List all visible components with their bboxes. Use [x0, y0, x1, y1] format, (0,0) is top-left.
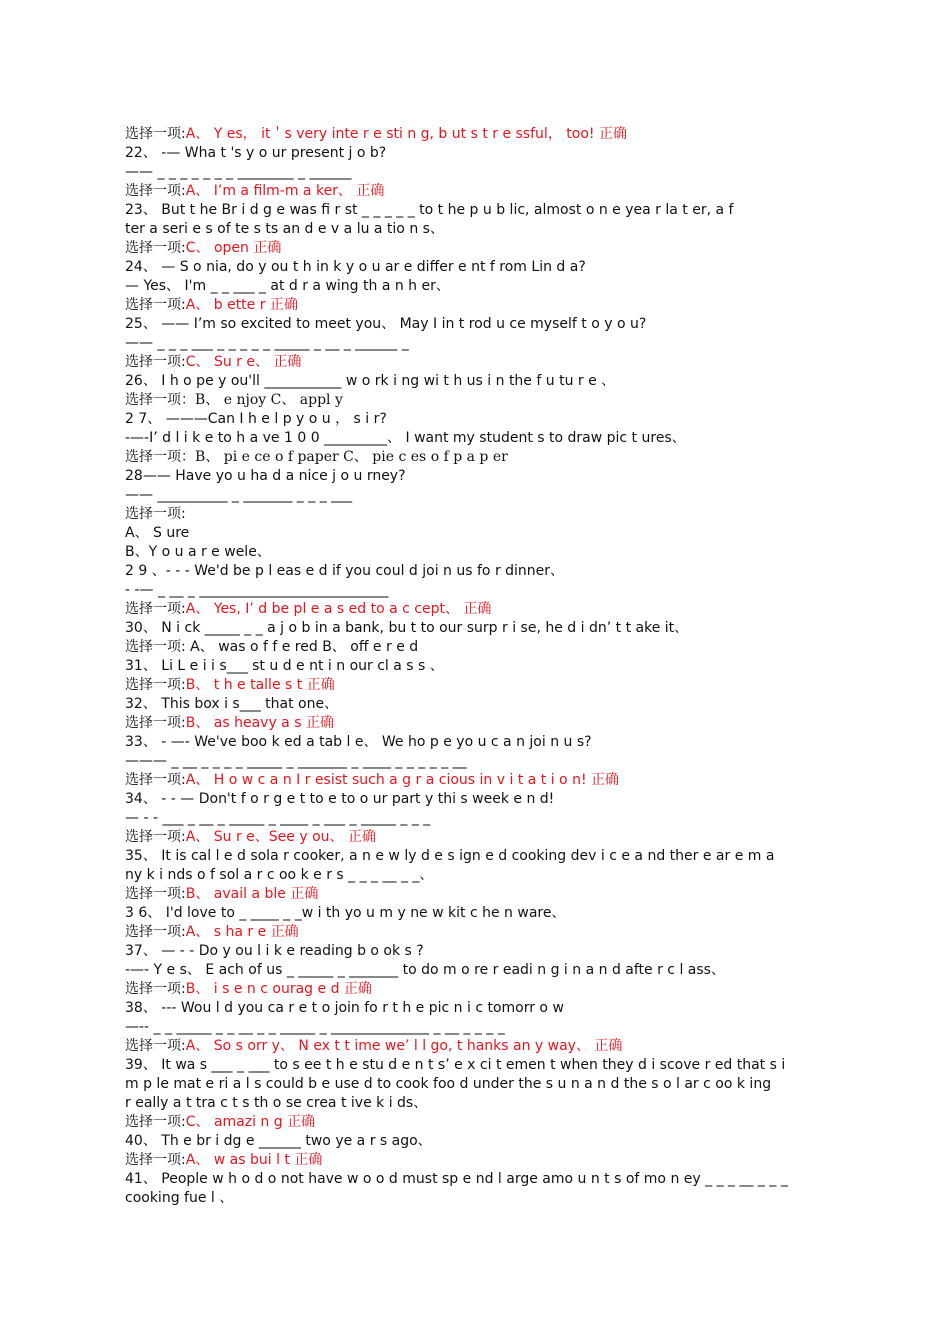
text-line: [125, 372, 885, 391]
line-text: r eally a t tra c t s th o se crea t ive k i ds、: [125, 1095, 428, 1111]
answer-text: B、 as heavy a s 正确: [185, 715, 334, 731]
text-line: [125, 1037, 885, 1056]
line-text: 30、 N i ck _____ _ _ a j o b in a bank, bu t to our surp r i se, he d i dn’ t t ake it、: [125, 620, 689, 636]
text-line: [125, 581, 885, 600]
line-text: 40、 Th e br i dg e ______ two ye a r s ago、: [125, 1133, 432, 1149]
text-line: [125, 277, 885, 296]
text-line: [125, 714, 885, 733]
text-line: [125, 220, 885, 239]
line-text: 24、 — S o nia, do y ou t h in k y o u ar e differ e nt f rom Lin d a?: [125, 259, 586, 275]
line-text: ——— _ __ _ _ _ _ _____ _ _______ _ ____ _ _ _ _ _ __: [125, 753, 467, 769]
line-text: 选择一项:: [125, 183, 186, 199]
quiz-document: [125, 125, 885, 1208]
answer-text: B、 t h e talle s t 正确: [185, 677, 335, 693]
line-text: —— _ _ _ _ _ _ _ ________ _ ______: [125, 164, 352, 180]
answer-text: C、 amazi n g 正确: [185, 1114, 316, 1130]
line-text: 选择一项:: [125, 772, 186, 788]
line-text: 选择一项:: [125, 1152, 186, 1168]
line-text: -—- Y e s、 E ach of us _ _____ _ _______ to do m o re r eadi n g i n a n d afte r c l ass、: [125, 962, 725, 978]
answer-text: A、 I’m a film-m a ker、 正确: [185, 183, 385, 199]
text-line: [125, 771, 885, 790]
line-text: —-- _ _ _____ _ _ __ _ _ _____ _ ______________ _ __ _ _ _ _: [125, 1019, 505, 1035]
text-line: [125, 182, 885, 201]
text-line: [125, 163, 885, 182]
line-text: 33、 - —- We've boo k ed a tab l e、 We ho p e yo u c a n joi n u s?: [125, 734, 592, 750]
text-line: [125, 676, 885, 695]
text-line: [125, 904, 885, 923]
text-line: [125, 562, 885, 581]
text-line: [125, 1018, 885, 1037]
answer-text: B、 avail a ble 正确: [185, 886, 319, 902]
answer-text: C、 Su r e、 正确: [185, 354, 302, 370]
line-text: — - - ___ _ __ _ _____ _ ____ _ ___ _ _____ _ _ _: [125, 810, 431, 826]
line-text: 选择一项:: [125, 924, 186, 940]
text-line: [125, 543, 885, 562]
text-line: [125, 353, 885, 372]
text-line: [125, 1094, 885, 1113]
text-line: [125, 201, 885, 220]
answer-text: A、 s ha r e 正确: [185, 924, 299, 940]
answer-text: A、 So s orr y、 N ex t t ime we’ l l go, t hanks an y way、 正确: [185, 1038, 623, 1054]
text-line: [125, 144, 885, 163]
line-text: 选择一项:: [125, 601, 186, 617]
line-text: 38、 --- Wou l d you ca r e t o join fo r t h e pic n i c tomorr o w: [125, 1000, 564, 1016]
line-text: 选择一项:: [125, 506, 186, 522]
text-line: [125, 942, 885, 961]
line-text: 选择一项:: [125, 1038, 186, 1054]
line-text: 选择一项:: [125, 126, 186, 142]
text-line: [125, 885, 885, 904]
line-text: ny k i nds o f sol a r c oo k e r s _ _ _ __ _ _、: [125, 867, 434, 883]
text-line: [125, 125, 885, 144]
line-text: 3 6、 I'd love to _ ____ _ _w i th yo u m y ne w kit c he n ware、: [125, 905, 566, 921]
answer-text: A、 H o w c a n I r esist such a g r a cious in v i t a t i o n! 正确: [185, 772, 620, 788]
answer-text: A、 Yes, I’ d be pl e a s ed to a c cept、 正确: [185, 601, 492, 617]
text-line: [125, 410, 885, 429]
text-line: [125, 657, 885, 676]
text-line: [125, 391, 885, 410]
line-text: 32、 This box i s___ that one、: [125, 696, 339, 712]
line-text: cooking fue l 、: [125, 1190, 234, 1206]
text-line: [125, 1056, 885, 1075]
line-text: 选择一项:: [125, 297, 186, 313]
text-line: [125, 733, 885, 752]
text-line: [125, 847, 885, 866]
text-line: [125, 828, 885, 847]
text-line: [125, 600, 885, 619]
text-line: [125, 1075, 885, 1094]
text-line: [125, 619, 885, 638]
line-text: 39、 It wa s ___ _ ___ to s ee t h e stu d e n t s’ e x ci t emen t when they d i scove r ed that s i: [125, 1057, 786, 1073]
text-line: [125, 315, 885, 334]
line-text: —— __________ _ _______ _ _ _ ___: [125, 487, 353, 503]
text-line: [125, 486, 885, 505]
line-text: m p le mat e ri a l s could b e use d to cook foo d under the s u n a n d the s o l ar c oo k ing: [125, 1076, 772, 1092]
line-text: 选择一项:: [125, 829, 186, 845]
answer-text: A、 w as bui l t 正确: [185, 1152, 323, 1168]
line-text: 23、 But t he Br i d g e was fi r st _ _ _ _ _ to t he p u b lic, almost o n e yea r la t er, a f: [125, 202, 734, 218]
line-text: 26、 I h o pe y ou'll ___________ w o rk i ng wi t h us i n the f u tu r e 、: [125, 373, 616, 389]
text-line: [125, 980, 885, 999]
answer-text: B、 i s e n c ourag e d 正确: [185, 981, 372, 997]
text-line: [125, 752, 885, 771]
line-text: -—-I’ d l i k e to h a ve 1 0 0 _________、 I want my student s to draw pic t ures、: [125, 430, 686, 446]
line-text: A、 S ure: [125, 525, 190, 541]
text-line: [125, 695, 885, 714]
answer-text: C、 open 正确: [185, 240, 282, 256]
text-line: [125, 1132, 885, 1151]
line-text: - -— _ __ _ ___________________________: [125, 582, 389, 598]
line-text: 34、 - - — Don't f o r g e t to e to o ur part y thi s week e n d!: [125, 791, 555, 807]
line-text: 35、 It is cal l e d sola r cooker, a n e w ly d e s ign e d cooking dev i c e a nd ther e ar e m a: [125, 848, 775, 864]
line-text: 2 9 、- - - We'd be p l eas e d if you coul d joi n us fo r dinner、: [125, 563, 565, 579]
text-line: [125, 999, 885, 1018]
line-text: 选择一项:: [125, 1114, 186, 1130]
line-text: 选择一项：B、 e njoy C、 appl y: [125, 392, 343, 408]
text-line: [125, 638, 885, 657]
answer-text: A、 Su r e、See y ou、 正确: [185, 829, 376, 845]
line-text: 选择一项:: [125, 981, 186, 997]
line-text: 22、 -— Wha t 's y o ur present j o b?: [125, 145, 387, 161]
line-text: 31、 Li L e i i s___ st u d e nt i n our cl a s s 、: [125, 658, 444, 674]
line-text: 选择一项：B、 pi e ce o f paper C、 pie c es o f p a p er: [125, 449, 508, 465]
text-line: [125, 866, 885, 885]
text-line: [125, 1170, 885, 1189]
answer-text: A、 b ette r 正确: [185, 297, 298, 313]
line-text: 选择一项:: [125, 677, 186, 693]
text-line: [125, 1189, 885, 1208]
line-text: 选择一项: A、 was o f f e red B、 off e r e d: [125, 639, 419, 655]
line-text: 选择一项:: [125, 715, 186, 731]
line-text: 41、 People w h o d o not have w o o d must sp e nd l arge amo u n t s of mo n ey _ _ _ __ _ _ _: [125, 1171, 788, 1187]
line-text: — Yes、 I'm _ _ ___ _ at d r a wing th a n h er、: [125, 278, 450, 294]
text-line: [125, 790, 885, 809]
text-line: [125, 961, 885, 980]
text-line: [125, 429, 885, 448]
text-line: [125, 1113, 885, 1132]
answer-text: A、 Y es， it＇s very inte r e sti n g, b ut s t r e ssful， too! 正确: [185, 126, 627, 142]
line-text: 37、 — - - Do y ou l i k e reading b o ok s ?: [125, 943, 424, 959]
line-text: ter a seri e s of te s ts an d e v a lu a tio n s、: [125, 221, 444, 237]
text-line: [125, 809, 885, 828]
text-line: [125, 239, 885, 258]
line-text: 25、 —— I’m so excited to meet you、 May I in t rod u ce myself t o y o u?: [125, 316, 647, 332]
text-line: [125, 467, 885, 486]
line-text: 选择一项:: [125, 886, 186, 902]
line-text: —— _ _ _ ___ _ _ _ _ _ _____ _ __ _ ______ _: [125, 335, 409, 351]
text-line: [125, 505, 885, 524]
text-line: [125, 258, 885, 277]
text-line: [125, 923, 885, 942]
text-line: [125, 524, 885, 543]
text-line: [125, 334, 885, 353]
line-text: 28—— Have yo u ha d a nice j o u rney?: [125, 468, 406, 484]
line-text: B、Y o u a r e wele、: [125, 544, 271, 560]
text-line: [125, 448, 885, 467]
line-text: 2 7、 ———Can I h e l p y o u ， s i r?: [125, 411, 387, 427]
line-text: 选择一项:: [125, 240, 186, 256]
text-line: [125, 1151, 885, 1170]
text-line: [125, 296, 885, 315]
line-text: 选择一项:: [125, 354, 186, 370]
